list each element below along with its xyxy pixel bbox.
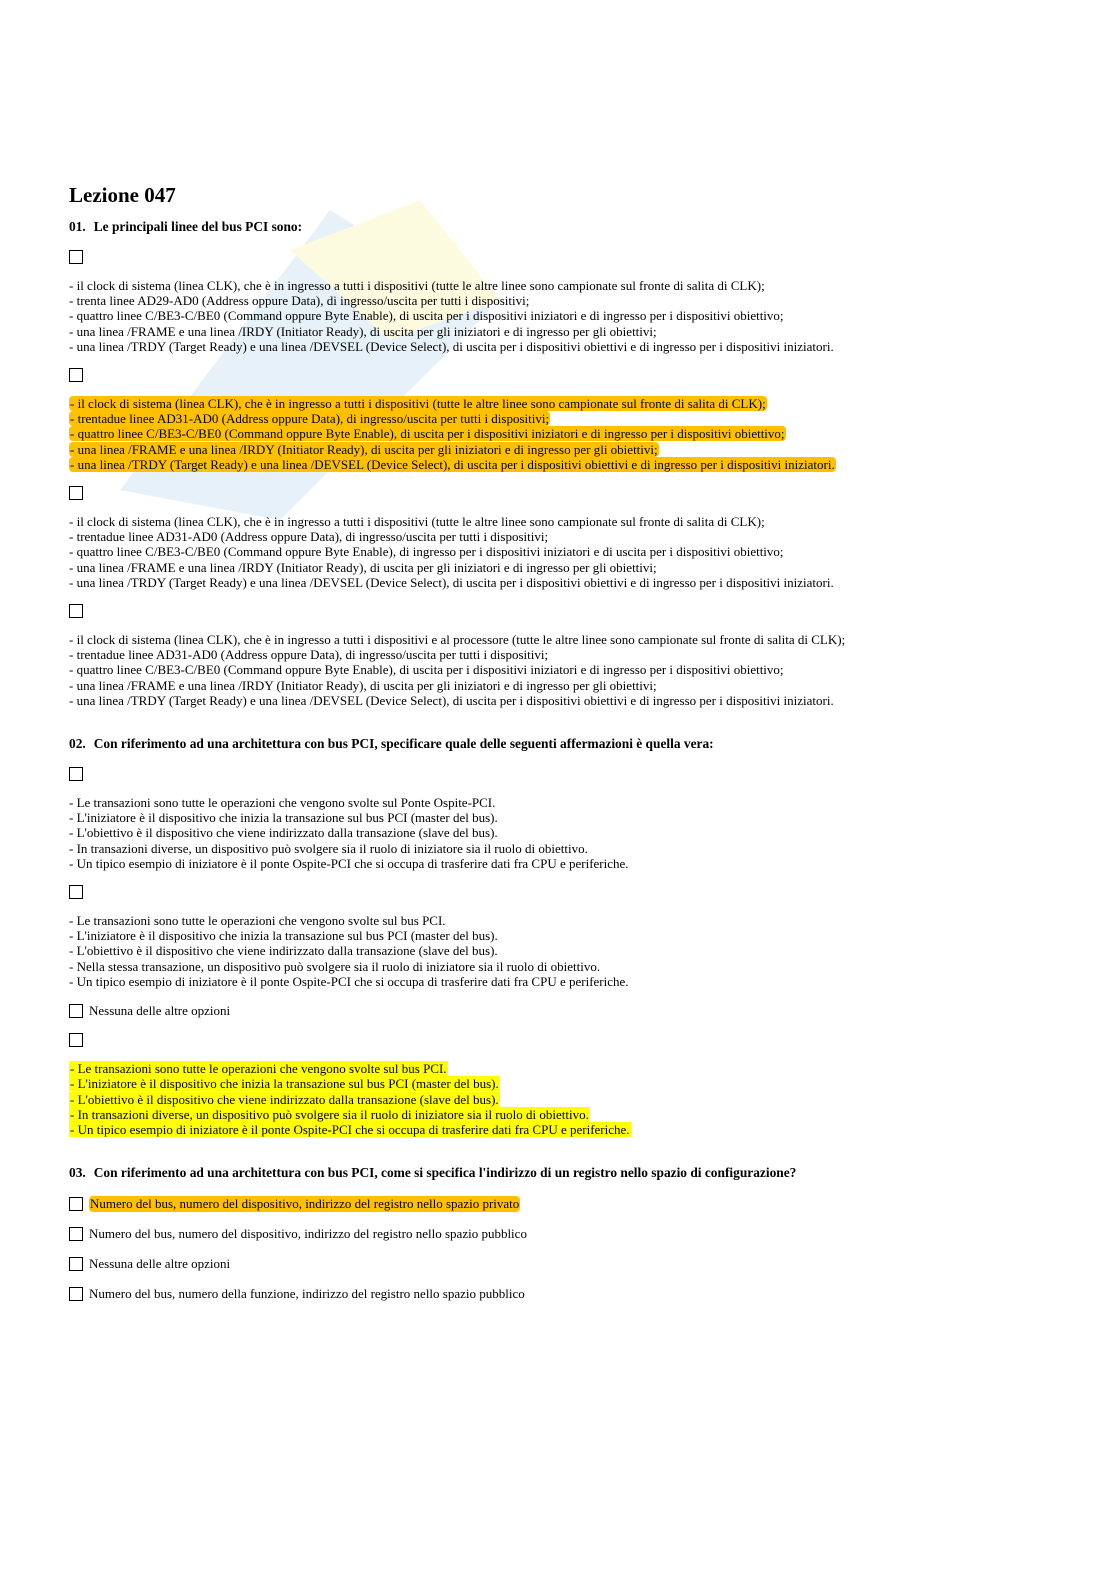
option-line: - trenta linee AD29-AD0 (Address oppure Data), di ingresso/uscita per tutti i dispositivi; bbox=[69, 293, 530, 309]
option-line: - il clock di sistema (linea CLK), che è in ingresso a tutti i dispositivi e al processore (tutte le altre linee sono campionate sul fronte di salita di CLK); bbox=[69, 632, 846, 648]
option-label: Nessuna delle altre opzioni bbox=[89, 1003, 231, 1019]
option-line: - trentadue linee AD31-AD0 (Address oppure Data), di ingresso/uscita per tutti i dispositivi; bbox=[69, 647, 549, 663]
option-label: Numero del bus, numero della funzione, indirizzo del registro nello spazio pubblico bbox=[89, 1286, 525, 1302]
option-q2-c bbox=[69, 1003, 1059, 1019]
option-line: - una linea /FRAME e una linea /IRDY (Initiator Ready), di uscita per gli iniziatori e di ingresso per gli obiettivi; bbox=[69, 323, 657, 339]
option-q3-c bbox=[69, 1256, 1059, 1272]
question-text: Le principali linee del bus PCI sono: bbox=[93, 219, 303, 234]
option-q3-d bbox=[69, 1286, 1059, 1302]
question-02 bbox=[69, 735, 1059, 753]
option-q2-b bbox=[69, 885, 1059, 989]
option-label: Numero del bus, numero del dispositivo, indirizzo del registro nello spazio pubblico bbox=[89, 1226, 527, 1242]
checkbox[interactable] bbox=[69, 885, 83, 899]
question-text: Con riferimento ad una architettura con bus PCI, come si specifica l'indirizzo di un registro nello spazio di configurazione? bbox=[93, 1165, 797, 1181]
option-line-highlighted: - trentadue linee AD31-AD0 (Address oppure Data), di ingresso/uscita per tutti i dispositivi; bbox=[70, 411, 550, 427]
option-line: - una linea /TRDY (Target Ready) e una linea /DEVSEL (Device Select), di uscita per i dispositivi obiettivi e di ingresso per i dispositivi iniziatori. bbox=[69, 338, 834, 354]
lesson-title: Lezione 047 bbox=[69, 183, 176, 207]
question-03 bbox=[69, 1164, 1059, 1182]
option-q3-a bbox=[69, 1196, 1059, 1212]
checkbox[interactable] bbox=[69, 486, 83, 500]
option-line: - Un tipico esempio di iniziatore è il ponte Ospite-PCI che si occupa di trasferire dati fra CPU e periferiche. bbox=[69, 855, 629, 871]
option-line-highlighted: - una linea /TRDY (Target Ready) e una linea /DEVSEL (Device Select), di uscita per i dispositivi obiettivi e di ingresso per i dispositivi iniziatori. bbox=[70, 456, 835, 472]
question-number: 03. bbox=[69, 1165, 86, 1181]
option-line-highlighted: - quattro linee C/BE3-C/BE0 (Command oppure Byte Enable), di uscita per i dispositivi iniziatori e di ingresso per i dispositivi obiettivo; bbox=[70, 426, 785, 442]
option-line: - il clock di sistema (linea CLK), che è in ingresso a tutti i dispositivi (tutte le altre linee sono campionate sul fronte di salita di CLK); bbox=[69, 278, 765, 293]
checkbox[interactable] bbox=[69, 1197, 83, 1211]
option-line: - In transazioni diverse, un dispositivo può svolgere sia il ruolo di iniziatore sia il ruolo di obiettivo. bbox=[69, 840, 588, 856]
option-line-highlighted: - il clock di sistema (linea CLK), che è in ingresso a tutti i dispositivi (tutte le altre linee sono campionate sul fronte di salita di CLK); bbox=[70, 396, 766, 412]
option-line: - una linea /FRAME e una linea /IRDY (Initiator Ready), di uscita per gli iniziatori e di ingresso per gli obiettivi; bbox=[69, 677, 657, 693]
option-line: - L'iniziatore è il dispositivo che inizia la transazione sul bus PCI (master del bus). bbox=[69, 928, 498, 944]
option-label-highlighted: Numero del bus, numero del dispositivo, indirizzo del registro nello spazio privato bbox=[90, 1196, 520, 1212]
option-line: - una linea /TRDY (Target Ready) e una linea /DEVSEL (Device Select), di uscita per i dispositivi obiettivi e di ingresso per i dispositivi iniziatori. bbox=[69, 574, 834, 590]
question-number: 02. bbox=[69, 736, 86, 752]
option-line: - una linea /TRDY (Target Ready) e una linea /DEVSEL (Device Select), di uscita per i dispositivi obiettivi e di ingresso per i dispositivi iniziatori. bbox=[69, 692, 834, 708]
option-label: Nessuna delle altre opzioni bbox=[89, 1256, 231, 1272]
option-line: - il clock di sistema (linea CLK), che è in ingresso a tutti i dispositivi (tutte le altre linee sono campionate sul fronte di salita di CLK); bbox=[69, 514, 765, 530]
checkbox[interactable] bbox=[69, 1004, 83, 1018]
option-line: - Le transazioni sono tutte le operazioni che vengono svolte sul Ponte Ospite-PCI. bbox=[69, 795, 496, 811]
option-line: - una linea /FRAME e una linea /IRDY (Initiator Ready), di uscita per gli iniziatori e di ingresso per gli obiettivi; bbox=[69, 559, 657, 575]
option-q3-b bbox=[69, 1226, 1059, 1242]
document-content bbox=[69, 182, 1059, 1302]
option-q1-d bbox=[69, 604, 1059, 708]
option-line-highlighted: - una linea /FRAME e una linea /IRDY (Initiator Ready), di uscita per gli iniziatori e di ingresso per gli obiettivi; bbox=[70, 441, 658, 457]
option-line-highlighted: - Un tipico esempio di iniziatore è il ponte Ospite-PCI che si occupa di trasferire dati fra CPU e periferiche. bbox=[70, 1121, 630, 1137]
checkbox[interactable] bbox=[69, 1227, 83, 1241]
option-line: - L'obiettivo è il dispositivo che viene indirizzato dalla transazione (slave del bus). bbox=[69, 825, 498, 841]
checkbox[interactable] bbox=[69, 1287, 83, 1301]
option-line: - quattro linee C/BE3-C/BE0 (Command oppure Byte Enable), di uscita per i dispositivi iniziatori e di ingresso per i dispositivi obiettivo; bbox=[69, 662, 784, 678]
option-line: - Nella stessa transazione, un dispositivo può svolgere sia il ruolo di iniziatore sia il ruolo di obiettivo. bbox=[69, 958, 601, 974]
option-line: - quattro linee C/BE3-C/BE0 (Command oppure Byte Enable), di ingresso per i dispositivi iniziatori e di uscita per i dispositivi obiettivo; bbox=[69, 544, 784, 560]
question-number: 01. bbox=[69, 219, 86, 234]
option-line: - Le transazioni sono tutte le operazioni che vengono svolte sul bus PCI. bbox=[69, 913, 446, 929]
option-line: - Un tipico esempio di iniziatore è il ponte Ospite-PCI che si occupa di trasferire dati fra CPU e periferiche. bbox=[69, 973, 629, 989]
checkbox[interactable] bbox=[69, 767, 83, 781]
option-line: - trentadue linee AD31-AD0 (Address oppure Data), di ingresso/uscita per tutti i dispositivi; bbox=[69, 529, 549, 545]
checkbox[interactable] bbox=[69, 1257, 83, 1271]
option-line: - L'obiettivo è il dispositivo che viene indirizzato dalla transazione (slave del bus). bbox=[69, 943, 498, 959]
checkbox[interactable] bbox=[69, 250, 83, 264]
option-line: - L'iniziatore è il dispositivo che inizia la transazione sul bus PCI (master del bus). bbox=[69, 810, 498, 826]
option-q1-b bbox=[69, 368, 1059, 472]
option-line-highlighted: - Le transazioni sono tutte le operazioni che vengono svolte sul bus PCI. bbox=[70, 1061, 447, 1077]
option-q2-d bbox=[69, 1033, 1059, 1137]
option-line-highlighted: - In transazioni diverse, un dispositivo può svolgere sia il ruolo di iniziatore sia il ruolo di obiettivo. bbox=[70, 1106, 589, 1122]
checkbox[interactable] bbox=[69, 368, 83, 382]
checkbox[interactable] bbox=[69, 604, 83, 618]
option-line-highlighted: - L'obiettivo è il dispositivo che viene indirizzato dalla transazione (slave del bus). bbox=[70, 1091, 499, 1107]
checkbox[interactable] bbox=[69, 1033, 83, 1047]
question-text: Con riferimento ad una architettura con bus PCI, specificare quale delle seguenti affermazioni è quella vera: bbox=[93, 736, 714, 752]
option-line-highlighted: - L'iniziatore è il dispositivo che inizia la transazione sul bus PCI (master del bus). bbox=[70, 1076, 499, 1092]
option-line: - quattro linee C/BE3-C/BE0 (Command oppure Byte Enable), di uscita per i dispositivi iniziatori e di ingresso per i dispositivi obiettivo; bbox=[69, 308, 784, 324]
question-01 bbox=[69, 218, 1059, 236]
option-q1-c bbox=[69, 486, 1059, 590]
option-q2-a bbox=[69, 767, 1059, 871]
option-q1-a bbox=[69, 250, 1059, 354]
